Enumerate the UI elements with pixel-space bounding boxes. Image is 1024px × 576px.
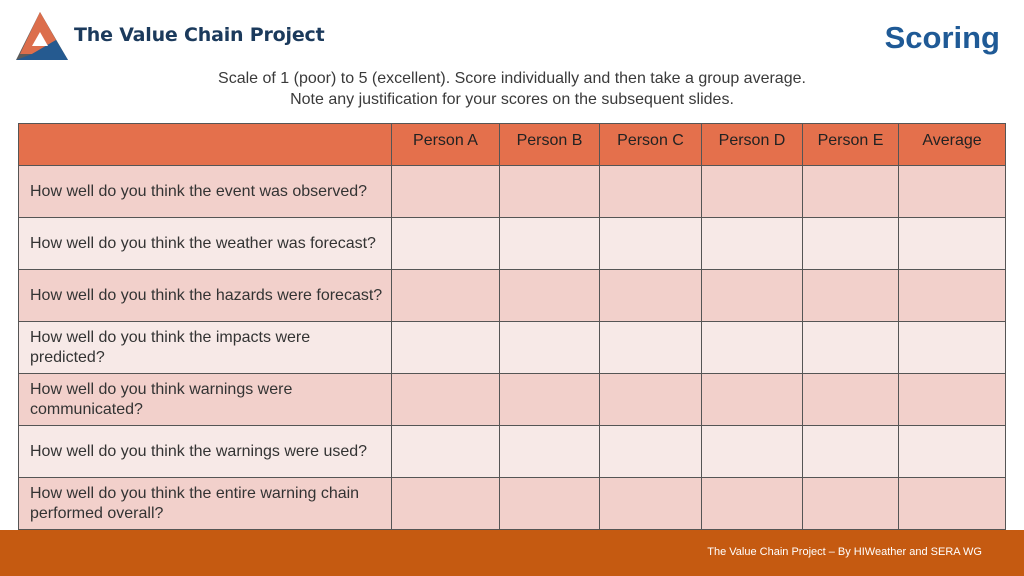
instruction-line: Note any justification for your scores on the subsequent slides.: [290, 91, 734, 108]
score-cell[interactable]: [500, 166, 600, 218]
score-cell[interactable]: [702, 218, 803, 270]
average-cell[interactable]: [899, 426, 1006, 478]
score-cell[interactable]: [803, 166, 899, 218]
question-cell: How well do you think the impacts were predicted?: [19, 322, 392, 374]
average-cell[interactable]: [899, 478, 1006, 530]
score-cell[interactable]: [600, 218, 702, 270]
score-cell[interactable]: [392, 322, 500, 374]
score-cell[interactable]: [702, 426, 803, 478]
column-header: Person A: [392, 124, 500, 166]
score-cell[interactable]: [803, 322, 899, 374]
average-cell[interactable]: [899, 374, 1006, 426]
score-cell[interactable]: [392, 426, 500, 478]
score-cell[interactable]: [500, 426, 600, 478]
table-row: [19, 374, 1006, 426]
instructions: [0, 68, 1024, 110]
score-cell[interactable]: [803, 374, 899, 426]
score-cell[interactable]: [803, 478, 899, 530]
column-header: Person D: [702, 124, 803, 166]
score-cell[interactable]: [702, 166, 803, 218]
score-cell[interactable]: [600, 166, 702, 218]
question-cell: How well do you think the hazards were forecast?: [19, 270, 392, 322]
average-cell[interactable]: [899, 218, 1006, 270]
average-cell[interactable]: [899, 166, 1006, 218]
score-cell[interactable]: [600, 322, 702, 374]
scoring-table: [18, 123, 1006, 530]
score-cell[interactable]: [600, 426, 702, 478]
column-header: Person E: [803, 124, 899, 166]
question-cell: How well do you think the warnings were used?: [19, 426, 392, 478]
score-cell[interactable]: [500, 478, 600, 530]
average-cell[interactable]: [899, 270, 1006, 322]
question-cell: How well do you think the weather was forecast?: [19, 218, 392, 270]
table-row: [19, 218, 1006, 270]
table-row: [19, 322, 1006, 374]
score-cell[interactable]: [392, 218, 500, 270]
value-chain-logo-icon: [12, 10, 72, 66]
instruction-line: Scale of 1 (poor) to 5 (excellent). Score individually and then take a group average.: [218, 70, 806, 87]
score-cell[interactable]: [702, 270, 803, 322]
score-cell[interactable]: [702, 374, 803, 426]
score-cell[interactable]: [500, 270, 600, 322]
column-header: Average: [899, 124, 1006, 166]
score-cell[interactable]: [702, 322, 803, 374]
brand-name: The Value Chain Project: [74, 24, 325, 46]
table-header-row: [19, 124, 1006, 166]
score-cell[interactable]: [803, 218, 899, 270]
table-row: [19, 426, 1006, 478]
score-cell[interactable]: [600, 270, 702, 322]
score-cell[interactable]: [500, 374, 600, 426]
score-cell[interactable]: [600, 478, 702, 530]
table-row: [19, 166, 1006, 218]
score-cell[interactable]: [392, 374, 500, 426]
score-cell[interactable]: [392, 166, 500, 218]
footer-credit: The Value Chain Project – By HIWeather and SERA WG: [707, 546, 982, 558]
score-cell[interactable]: [803, 426, 899, 478]
score-cell[interactable]: [702, 478, 803, 530]
table-row: [19, 270, 1006, 322]
question-cell: How well do you think the event was observed?: [19, 166, 392, 218]
score-cell[interactable]: [803, 270, 899, 322]
slide-title: Scoring: [884, 20, 1000, 55]
score-cell[interactable]: [392, 270, 500, 322]
column-header: Person C: [600, 124, 702, 166]
score-cell[interactable]: [500, 322, 600, 374]
column-header: Person B: [500, 124, 600, 166]
question-cell: How well do you think warnings were communicated?: [19, 374, 392, 426]
question-cell: How well do you think the entire warning chain performed overall?: [19, 478, 392, 530]
average-cell[interactable]: [899, 322, 1006, 374]
column-header: [19, 124, 392, 166]
table-row: [19, 478, 1006, 530]
footer-bar: [0, 530, 1024, 576]
score-cell[interactable]: [392, 478, 500, 530]
score-cell[interactable]: [500, 218, 600, 270]
score-cell[interactable]: [600, 374, 702, 426]
